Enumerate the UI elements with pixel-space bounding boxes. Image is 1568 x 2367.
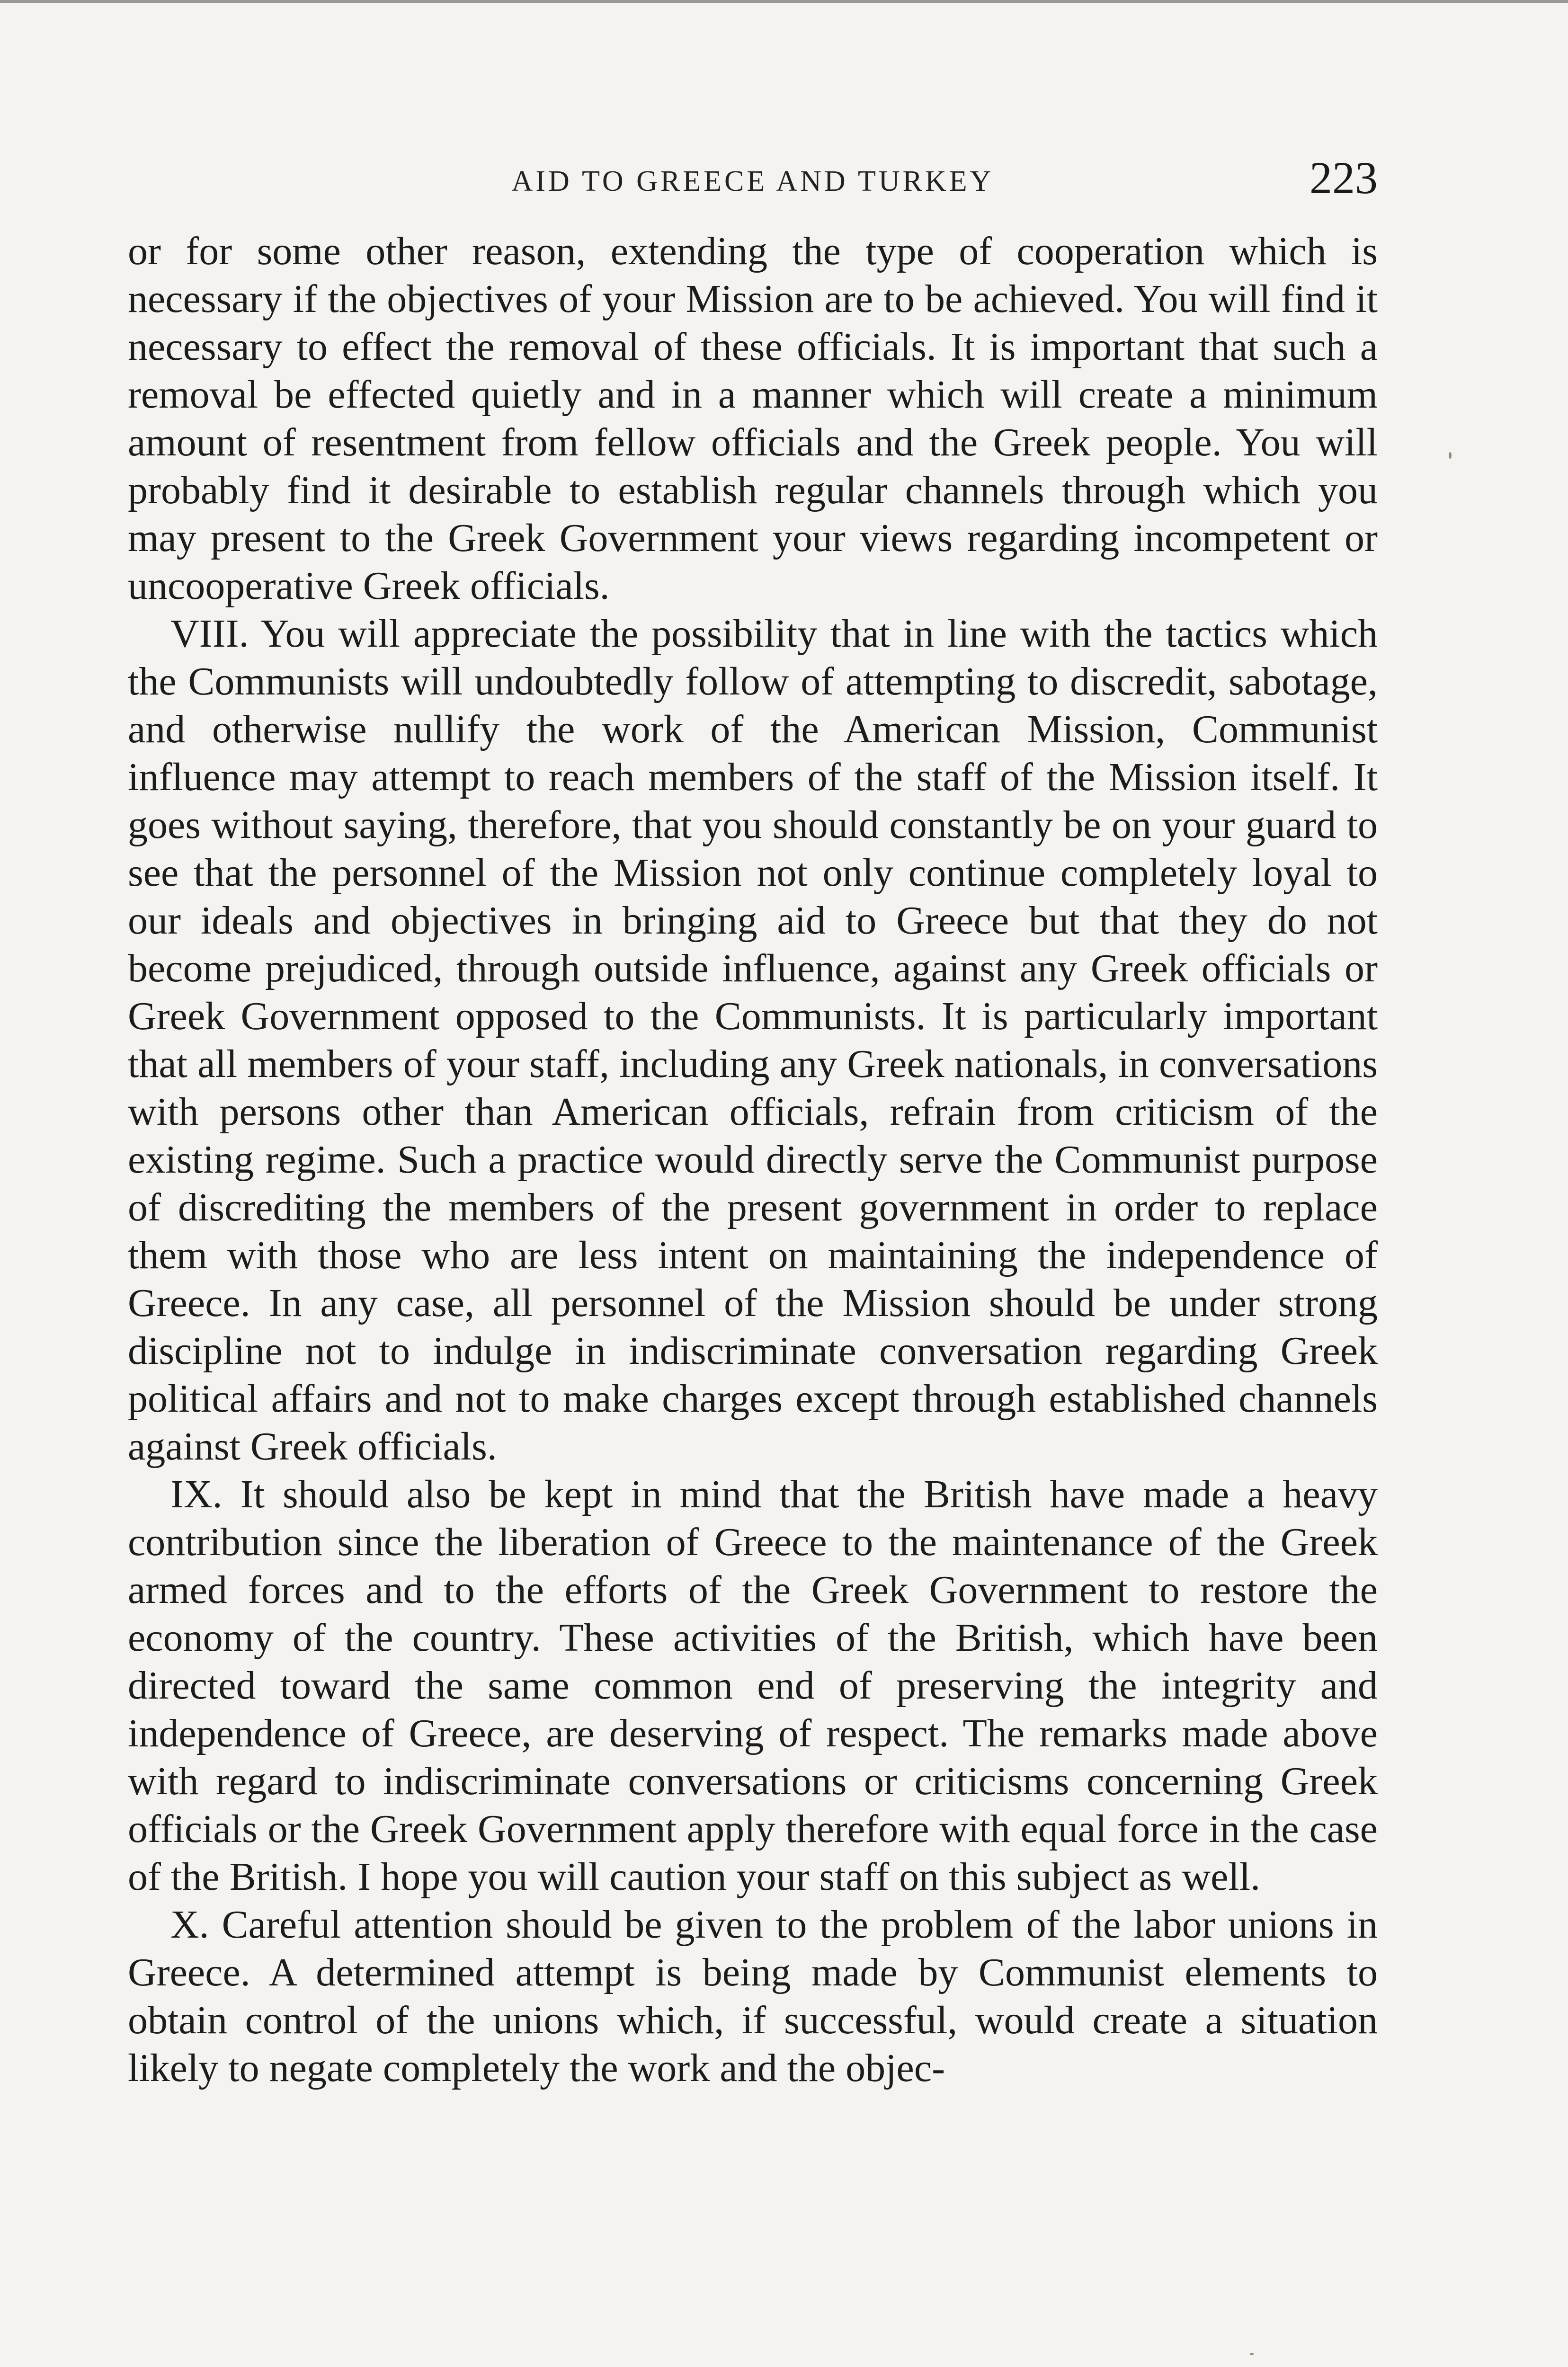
paragraph-ix: IX. It should also be kept in mind that the British have made a heavy contribution since the liberation of Greece to the maintenance of the Greek armed forces and to the efforts of the Greek Government to restore the economy of the country. These activities of the British, which have been directed toward the same common end of preserving the integrity and independence of Greece, are deserving of respect. The remarks made above with regard to indiscriminate conversations or criticisms concerning Greek officials or the Greek Government apply therefore with equal force in the case of the British. I hope you will caution your staff on this subject as well. <box>128 1472 1378 1899</box>
page-number: 223 <box>1310 152 1378 203</box>
paragraph-viii: VIII. You will appreciate the possibility that in line with the tactics which the Communists will undoubtedly follow of attempting to discredit, sabotage, and otherwise nullify the work of the American Mission, Communist influence may attempt to reach members of the staff of the Mission itself. It goes without saying, therefore, that you should constantly be on your guard to see that the personnel of the Mission not only continue completely loyal to our ideals and objectives in bringing aid to Greece but that they do not become prejudiced, through outside influence, against any Greek officials or Greek Government opposed to the Communists. It is particularly important that all members of your staff, including any Greek nationals, in conversations with persons other than American officials, refrain from criticism of the existing regime. Such a practice would directly serve the Communist purpose of discrediting the members of the present government in order to replace them with those who are less intent on maintaining the independence of Greece. In any case, all personnel of the Mission should be under strong discipline not to indulge in indiscriminate conversation regarding Greek political affairs and not to make charges except through established channels against Greek officials. <box>128 612 1378 1468</box>
body-text <box>128 227 1378 2092</box>
running-head: AID TO GREECE AND TURKEY <box>511 165 994 197</box>
paragraph-x: X. Careful attention should be given to the problem of the labor unions in Greece. A determined attempt is being made by Communist elements to obtain control of the unions which, if successful, would create a situation likely to negate completely the work and the objec- <box>128 1903 1378 2090</box>
paragraph-continued: or for some other reason, extending the type of cooperation which is necessary if the objectives of your Mission are to be achieved. You will find it necessary to effect the removal of these officials. It is important that such a removal be effected quietly and in a manner which will create a minimum amount of resentment from fellow officials and the Greek people. You will probably find it desirable to establish regular channels through which you may present to the Greek Government your views regarding incompetent or uncooperative Greek officials. <box>128 229 1378 608</box>
paper-speck <box>1449 452 1452 459</box>
page-header <box>128 151 1378 204</box>
paper-speck <box>1250 2353 1254 2355</box>
page-top-edge <box>0 0 1568 3</box>
